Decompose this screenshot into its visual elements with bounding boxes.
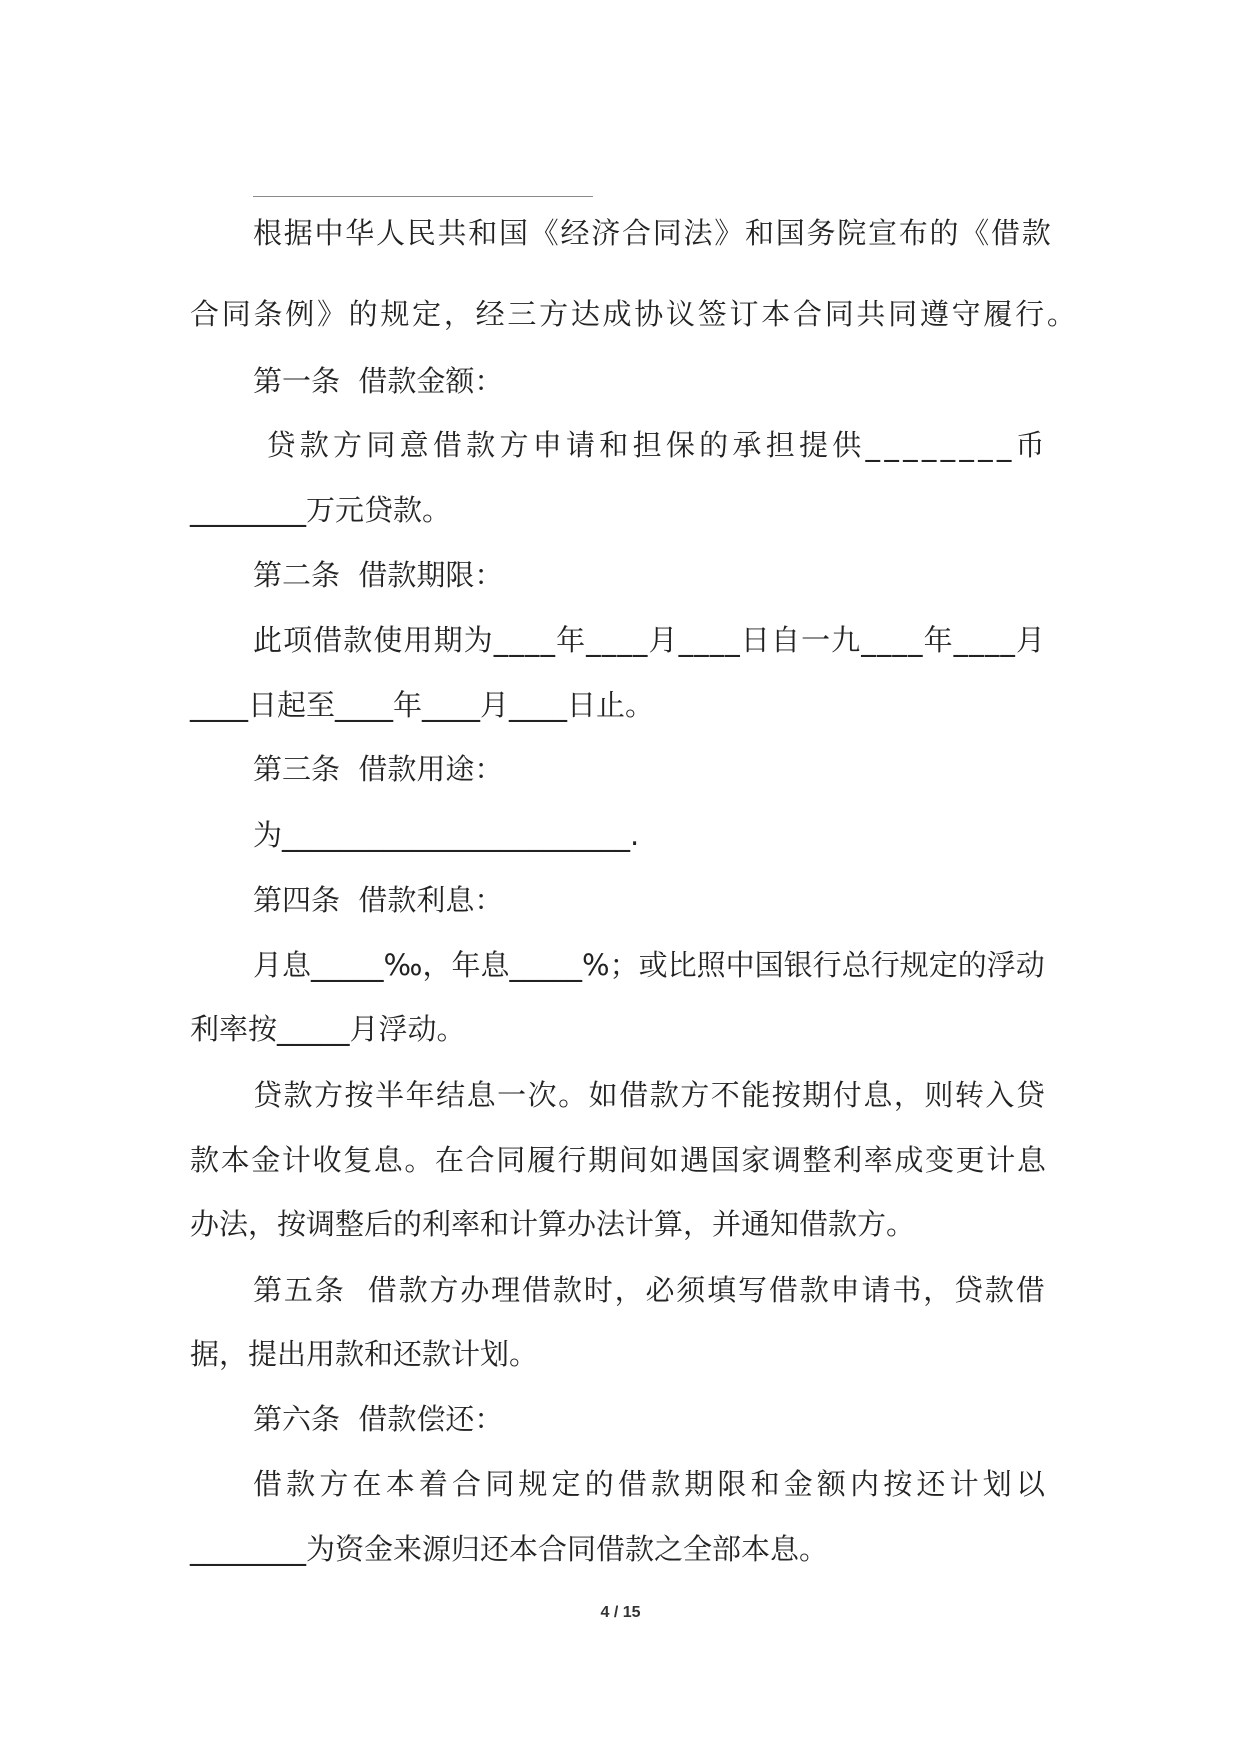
paragraph-line: ________为资金来源归还本合同借款之全部本息。 [190,1532,829,1566]
paragraph-line: ________万元贷款。 [190,493,452,527]
article-2-heading: 第二条 借款期限： [253,558,504,592]
paragraph-line: 据，提出用款和还款计划。 [190,1337,539,1371]
paragraph-line: 借 款 方 在 本 着 合 同 规 定 的 借 款 期 限 和 金 额 内 按 还 计 划 以 [253,1467,1045,1501]
paragraph-line: 为________________________. [253,818,640,852]
paragraph-line: 月 息 _ _ _ _ _ ‰ ， 年 息 _ _ _ _ _ % ； 或 比 照 中 国 银 行 总 行 规 定 的 浮 动 [253,948,1045,982]
article-3-heading: 第三条 借款用途： [253,752,504,786]
paragraph-line: ____日起至____年____月____日止。 [190,688,655,722]
paragraph-line: 贷 款 方 同 意 借 款 方 申 请 和 担 保 的 承 担 提 供 _ _ _ _ _ _ _ _ 币 [266,428,1045,462]
article-4-heading: 第四条 借款利息： [253,883,504,917]
paragraph-line: 此 项 借 款 使 用 期 为 _ _ _ _ 年 _ _ _ _ 月 _ _ _ _ 日 自 一 九 _ _ _ _ 年 _ _ _ _ 月 [253,623,1045,657]
top-divider-line [253,196,593,197]
paragraph-line: 款 本 金 计 收 复 息 。 在 合 同 履 行 期 间 如 遇 国 家 调 整 利 率 成 变 更 计 息 [190,1143,1046,1177]
article-5-line: 第 五 条 借 款 方 办 理 借 款 时 ， 必 须 填 写 借 款 申 请 书 ， 贷 款 借 [253,1273,1045,1307]
article-1-heading: 第一条 借款金额： [253,364,504,398]
article-6-heading: 第六条 借款偿还： [253,1402,504,1436]
paragraph-line: 根 据 中 华 人 民 共 和 国 《 经 济 合 同 法 》 和 国 务 院 宣 布 的 《 借 款 [253,216,1051,250]
paragraph-line: 办法，按调整后的利率和计算办法计算，并通知借款方。 [190,1207,916,1241]
paragraph-line: 合 同 条 例 》 的 规 定 ， 经 三 方 达 成 协 议 签 订 本 合 同 共 同 遵 守 履 行 。 [190,297,1076,331]
paragraph-line: 利率按_____月浮动。 [190,1012,466,1046]
paragraph-line: 贷 款 方 按 半 年 结 息 一 次 。 如 借 款 方 不 能 按 期 付 息 ， 则 转 入 贷 [253,1078,1045,1112]
page-number: 4 / 15 [600,1604,641,1621]
